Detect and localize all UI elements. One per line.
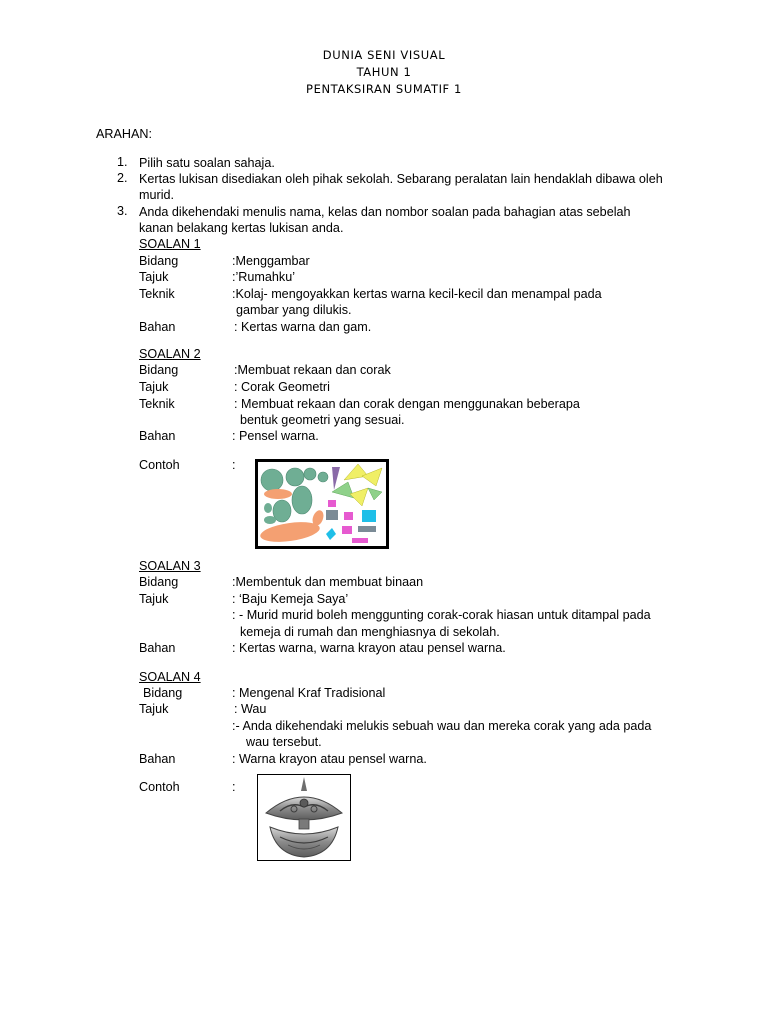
soalan3-bidang-label: Bidang xyxy=(139,575,179,589)
soalan2-teknik-line-2: bentuk geometri yang sesuai. xyxy=(240,413,405,427)
doc-title: DUNIA SENI VISUAL xyxy=(322,48,446,62)
arahan-item-2-line-1: Kertas lukisan disediakan oleh pihak sekolah. Sebarang peralatan lain hendaklah dibawa oleh xyxy=(139,172,663,186)
soalan3-heading: SOALAN 3 xyxy=(139,559,201,573)
arahan-item-2-line-2: murid. xyxy=(139,188,174,202)
soalan1-bahan-label: Bahan xyxy=(139,320,176,334)
soalan1-heading: SOALAN 1 xyxy=(139,237,201,251)
wau-kite-illustration xyxy=(258,775,350,860)
arahan-num-2: 2. xyxy=(117,171,128,185)
soalan4-teknik-line-1: :- Anda dikehendaki melukis sebuah wau dan mereka corak yang ada pada xyxy=(232,719,652,733)
soalan3-tajuk-label: Tajuk xyxy=(139,592,169,606)
soalan3-teknik-line-2: kemeja di rumah dan menghiasnya di sekolah. xyxy=(240,625,500,639)
arahan-item-3-line-1: Anda dikehendaki menulis nama, kelas dan nombor soalan pada bahagian atas sebelah xyxy=(139,205,631,219)
soalan1-teknik-line-2: gambar yang dilukis. xyxy=(236,303,352,317)
soalan1-bahan: : Kertas warna dan gam. xyxy=(234,320,372,334)
soalan3-tajuk: : ‘Baju Kemeja Saya’ xyxy=(232,592,349,606)
soalan3-bahan: : Kertas warna, warna krayon atau pensel warna. xyxy=(232,641,506,655)
soalan1-teknik-label: Teknik xyxy=(139,287,175,301)
arahan-num-3: 3. xyxy=(117,204,128,218)
soalan1-tajuk: :’Rumahku’ xyxy=(232,270,295,284)
geometry-shapes-illustration xyxy=(258,462,386,546)
soalan1-bidang: :Menggambar xyxy=(232,254,310,268)
wau-example-image xyxy=(257,774,351,861)
soalan2-tajuk: : Corak Geometri xyxy=(234,380,330,394)
soalan1-teknik-line-1: :Kolaj- mengoyakkan kertas warna kecil-kecil dan menampal pada xyxy=(232,287,602,301)
soalan2-contoh-colon: : xyxy=(232,458,236,472)
soalan2-heading: SOALAN 2 xyxy=(139,347,201,361)
arahan-item-3-line-2: kanan belakang kertas lukisan anda. xyxy=(139,221,344,235)
soalan4-contoh-colon: : xyxy=(232,780,236,794)
soalan4-bidang-label: Bidang xyxy=(143,686,183,700)
soalan2-bidang-label: Bidang xyxy=(139,363,179,377)
arahan-item-1: Pilih satu soalan sahaja. xyxy=(139,156,275,170)
soalan2-bahan-label: Bahan xyxy=(139,429,176,443)
soalan2-tajuk-label: Tajuk xyxy=(139,380,169,394)
soalan4-tajuk: : Wau xyxy=(234,702,267,716)
soalan4-heading: SOALAN 4 xyxy=(139,670,201,684)
arahan-label: ARAHAN: xyxy=(96,127,152,141)
soalan4-teknik-line-2: wau tersebut. xyxy=(246,735,322,749)
soalan2-bahan: : Pensel warna. xyxy=(232,429,319,443)
soalan2-bidang: :Membuat rekaan dan corak xyxy=(234,363,391,377)
soalan1-bidang-label: Bidang xyxy=(139,254,179,268)
soalan4-bidang: : Mengenal Kraf Tradisional xyxy=(232,686,386,700)
arahan-num-1: 1. xyxy=(117,155,128,169)
doc-year: TAHUN 1 xyxy=(356,65,412,79)
doc-subtitle: PENTAKSIRAN SUMATIF 1 xyxy=(306,82,462,96)
soalan1-tajuk-label: Tajuk xyxy=(139,270,169,284)
soalan2-contoh-label: Contoh xyxy=(139,458,180,472)
soalan3-bahan-label: Bahan xyxy=(139,641,176,655)
soalan2-teknik-line-1: : Membuat rekaan dan corak dengan menggunakan beberapa xyxy=(234,397,580,411)
soalan4-tajuk-label: Tajuk xyxy=(139,702,169,716)
soalan4-bahan: : Warna krayon atau pensel warna. xyxy=(232,752,427,766)
soalan3-bidang: :Membentuk dan membuat binaan xyxy=(232,575,424,589)
soalan2-teknik-label: Teknik xyxy=(139,397,175,411)
geometry-example-image xyxy=(255,459,389,549)
soalan3-teknik-line-1: : - Murid murid boleh menggunting corak-corak hiasan untuk ditampal pada xyxy=(232,608,651,622)
soalan4-bahan-label: Bahan xyxy=(139,752,176,766)
soalan4-contoh-label: Contoh xyxy=(139,780,180,794)
